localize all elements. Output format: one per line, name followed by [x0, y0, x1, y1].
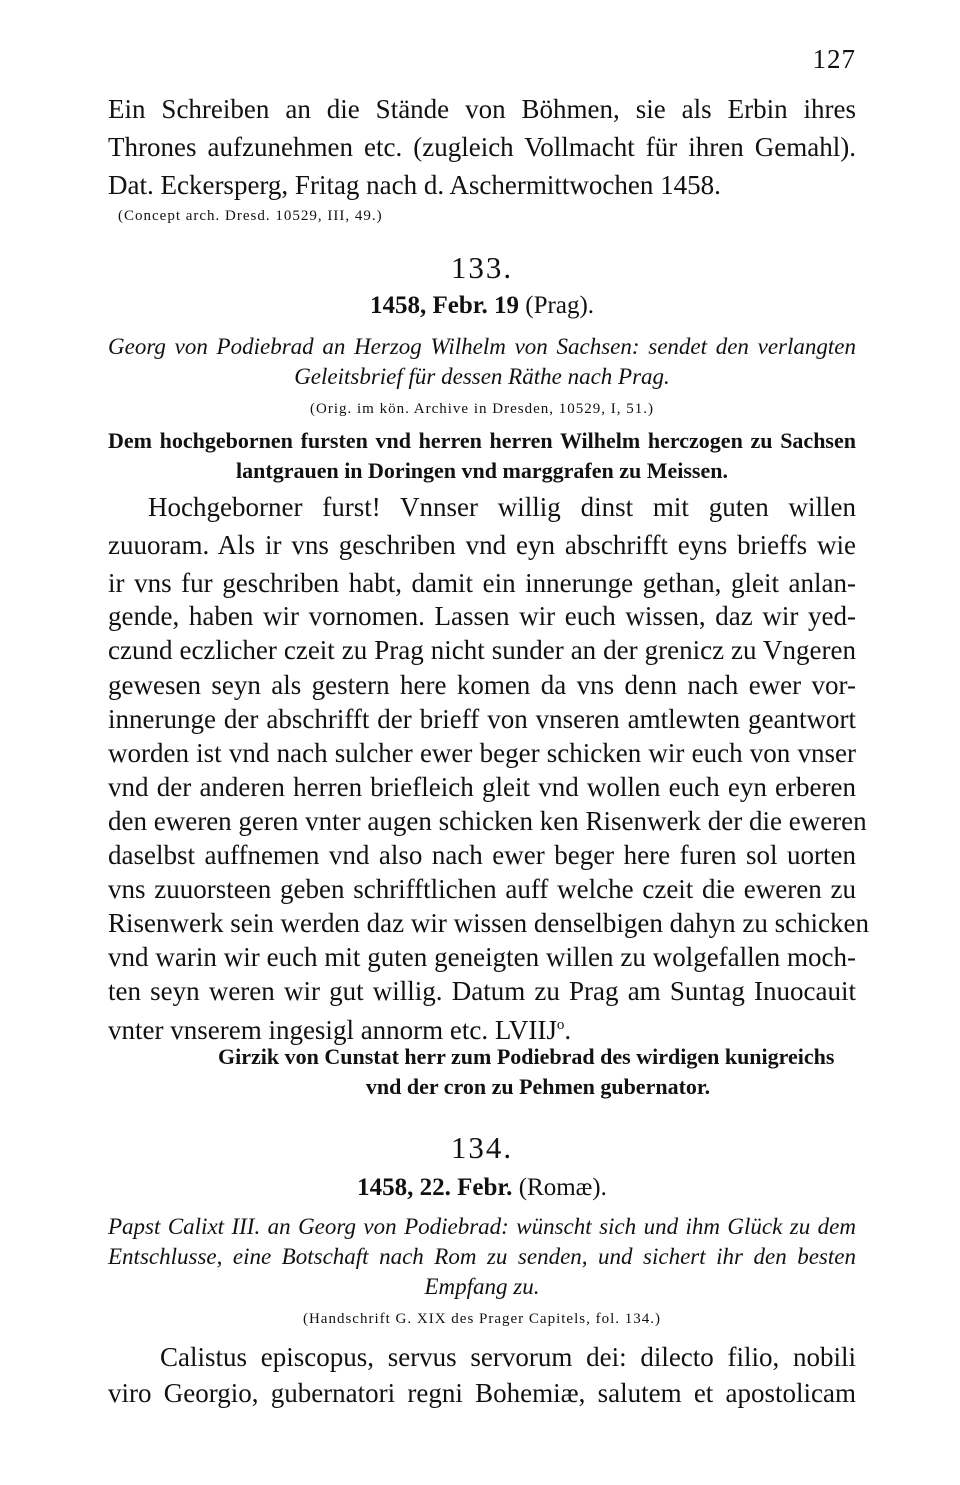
intro-line-2: Thrones aufzunehmen etc. (zugleich Vollmacht für ihren Gemahl). [108, 132, 856, 162]
doc-134-summary-line-3: Empfang zu. [424, 1274, 540, 1299]
doc-134-date [108, 1172, 856, 1204]
doc-133-text-line-2: zuuoram. Als ir vns geschriben vnd eyn abschrifft eyns brieffs wie [108, 530, 856, 560]
doc-133-text-line-6: gewesen seyn als gestern here komen da vns denn nach ewer vor- [108, 670, 856, 700]
doc-133-text-line-3: ir vns fur geschriben habt, damit ein innerunge gethan, gleit anlan- [108, 568, 856, 598]
doc-133-text-line-15: ten seyn weren wir gut willig. Datum zu Prag am Suntag Inuocauit [108, 976, 856, 1006]
doc-134-source: (Handschrift G. XIX des Prager Capitels, fol. 134.) [302, 1311, 661, 1327]
doc-133-text-line-1: Hochgeborner furst! Vnnser willig dinst mit guten willen [148, 492, 856, 522]
doc-133-number: 133. [450, 250, 514, 285]
intro-line-3: Dat. Eckersperg, Fritag nach d. Aschermittwochen 1458. [108, 170, 721, 200]
page-number: 127 [812, 44, 856, 74]
doc-133-text-line-11: daselbst auffnemen vnd also nach ewer beger here furen sol uorten [108, 840, 856, 870]
doc-133-summary-line-2: Geleitsbrief für dessen Räthe nach Prag. [294, 364, 670, 389]
doc-134-text-line-2: viro Georgio, gubernatori regni Bohemiæ, salutem et apostolicam [108, 1378, 856, 1408]
doc-133-text-line-7: innerunge der abschrifft der brieff von vnseren amtlewten geantwort [108, 704, 856, 734]
doc-133-source: (Orig. im kön. Archive in Dresden, 10529, I, 51.) [310, 401, 654, 417]
doc-133-signature-line-1: Girzik von Cunstat herr zum Podiebrad des wirdigen kunigreichs [218, 1044, 835, 1069]
doc-133-text-line-12: vns zuuorsteen geben schrifftlichen auff welche czeit die eweren zu [108, 874, 856, 904]
doc-134-text-line-1: Calistus episcopus, servus servorum dei: dilecto filio, nobili [160, 1342, 856, 1372]
doc-134-summary-line-2: Entschlusse, eine Botschaft nach Rom zu senden, und sichert ihr den besten [108, 1244, 856, 1269]
doc-134-summary-line-1: Papst Calixt III. an Georg von Podiebrad: wünscht sich und ihm Glück zu dem [108, 1214, 856, 1239]
intro-source: (Concept arch. Dresd. 10529, III, 49.) [118, 208, 383, 224]
doc-133-signature-line-2: vnd der cron zu Pehmen gubernator. [365, 1074, 711, 1099]
doc-133-text-last: vnter vnserem ingesigl annorm etc. LVIIJ [108, 1015, 557, 1045]
doc-133-text-sup: o [556, 1017, 565, 1033]
doc-133-text-end: . [564, 1015, 572, 1045]
doc-133-date-value: 1458, Febr. 19 [369, 292, 520, 319]
doc-133-place: (Prag). [525, 292, 595, 319]
doc-133-text-line-13: Risenwerk sein werden daz wir wissen denselbigen dahyn zu schicken [108, 908, 870, 938]
doc-133-date [108, 290, 856, 322]
doc-133-text-line-9: vnd der anderen herren briefleich gleit vnd wollen euch eyn erberen [108, 772, 856, 802]
doc-133-text-line-8: worden ist vnd nach sulcher ewer beger schicken wir euch von vnser [108, 738, 856, 768]
doc-133-text-line-10: den eweren geren vnter augen schicken ken Risenwerk der die eweren [108, 806, 867, 836]
doc-133-summary-line-1: Georg von Podiebrad an Herzog Wilhelm von Sachsen: sendet den verlangten [108, 334, 856, 359]
doc-133-text-line-14: vnd warin wir euch mit guten geneigten willen zu wolgefallen moch- [108, 942, 856, 972]
doc-133-text-line-5: czund eczlicher czeit zu Prag nicht sunder an der grenicz zu Vngeren [108, 635, 856, 665]
doc-134-place: (Romæ). [518, 1174, 607, 1201]
doc-133-address-line-2: lantgrauen in Doringen vnd marggrafen zu Meissen. [236, 458, 728, 483]
doc-134-number: 134. [450, 1130, 514, 1165]
doc-134-date-value: 1458, 22. Febr. [357, 1174, 513, 1201]
doc-133-text-line-4: gende, haben wir vornomen. Lassen wir euch wissen, daz wir yed- [108, 601, 856, 631]
intro-line-1: Ein Schreiben an die Stände von Böhmen, sie als Erbin ihres [108, 94, 856, 124]
doc-133-address-line-1: Dem hochgebornen fursten vnd herren herren Wilhelm herczogen zu Sachsen [108, 428, 856, 453]
